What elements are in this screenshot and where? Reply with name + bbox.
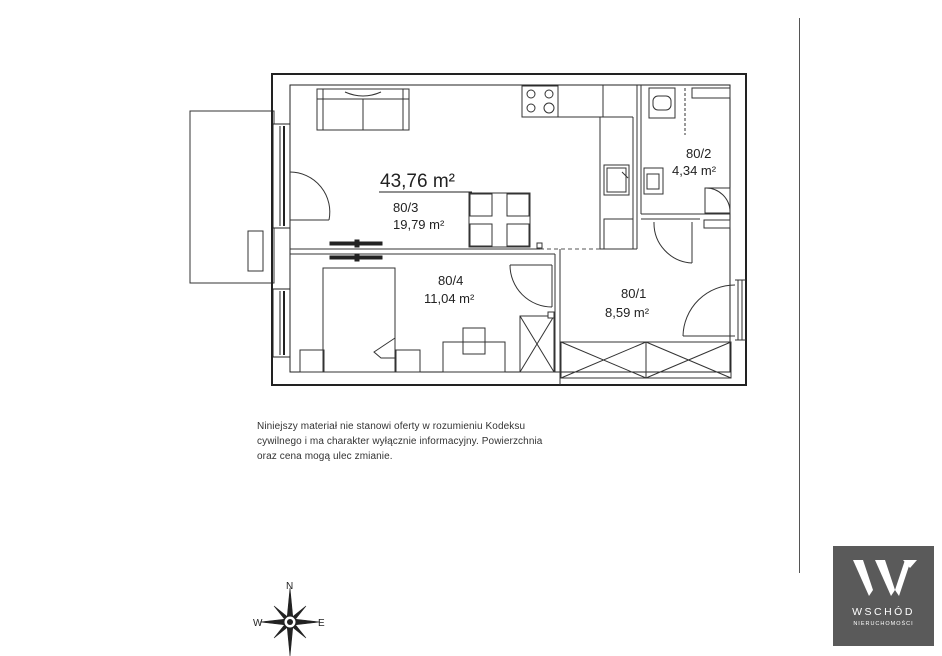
logo-subtitle: NIERUCHOMOŚCI [853,621,914,627]
stove [527,90,554,113]
bedroom-walls [555,249,560,385]
hall-wardrobe [561,342,731,378]
room-80-4-area: 11,04 m² [424,291,475,306]
washing-machine [705,188,730,213]
room-80-3-id: 80/3 [393,200,419,215]
window-lower [273,289,290,357]
balcony-fixture [248,231,263,271]
total-area-label: 43,76 m² [380,171,455,192]
compass-n: N [286,581,294,592]
washbasin [644,168,663,194]
disclaimer-text [257,419,597,464]
toilet [649,88,675,118]
bathroom-cabinet [704,220,730,228]
room-80-1-area: 8,59 m² [605,305,650,320]
shower [685,88,730,135]
room-80-3-area: 19,79 m² [393,217,445,232]
logo-brand: WSCHÓD [852,606,915,618]
entry-door [683,280,746,340]
company-logo [833,546,934,646]
kitchen-counter [522,85,633,249]
bathroom-door [654,222,692,263]
disclaimer-line: oraz cena mogą ulec zmianie. [257,451,393,462]
sofa [317,89,409,130]
window-upper [273,124,290,228]
bathroom-walls [641,214,730,219]
wardrobe-bedroom [520,312,554,372]
disclaimer-line: Niniejszy materiał nie stanowi oferty w rozumieniu Kodeksu [257,421,526,432]
sink [604,165,629,195]
vertical-divider [799,18,800,573]
room-80-1-id: 80/1 [621,286,647,301]
wall-fixtures [330,240,382,261]
disclaimer-line: cywilnego i ma charakter wyłącznie informacyjny. Powierzchnia [257,436,543,447]
bed [300,268,420,372]
outer-walls [272,74,746,385]
dining-table [469,193,530,247]
room-80-2-id: 80/2 [686,146,712,161]
living-room-door [290,172,330,220]
logo-mark-icon [833,546,934,606]
living-room-walls [290,85,641,254]
compass-w: W [253,618,263,629]
room-80-4-id: 80/4 [438,273,464,288]
desk [443,328,505,372]
compass-e: E [318,618,325,629]
corner-marker [537,243,542,248]
balcony [190,111,274,283]
room-80-2-area: 4,34 m² [672,163,717,178]
bedroom-door [510,265,552,307]
compass-rose [253,581,325,656]
fridge [604,219,633,249]
